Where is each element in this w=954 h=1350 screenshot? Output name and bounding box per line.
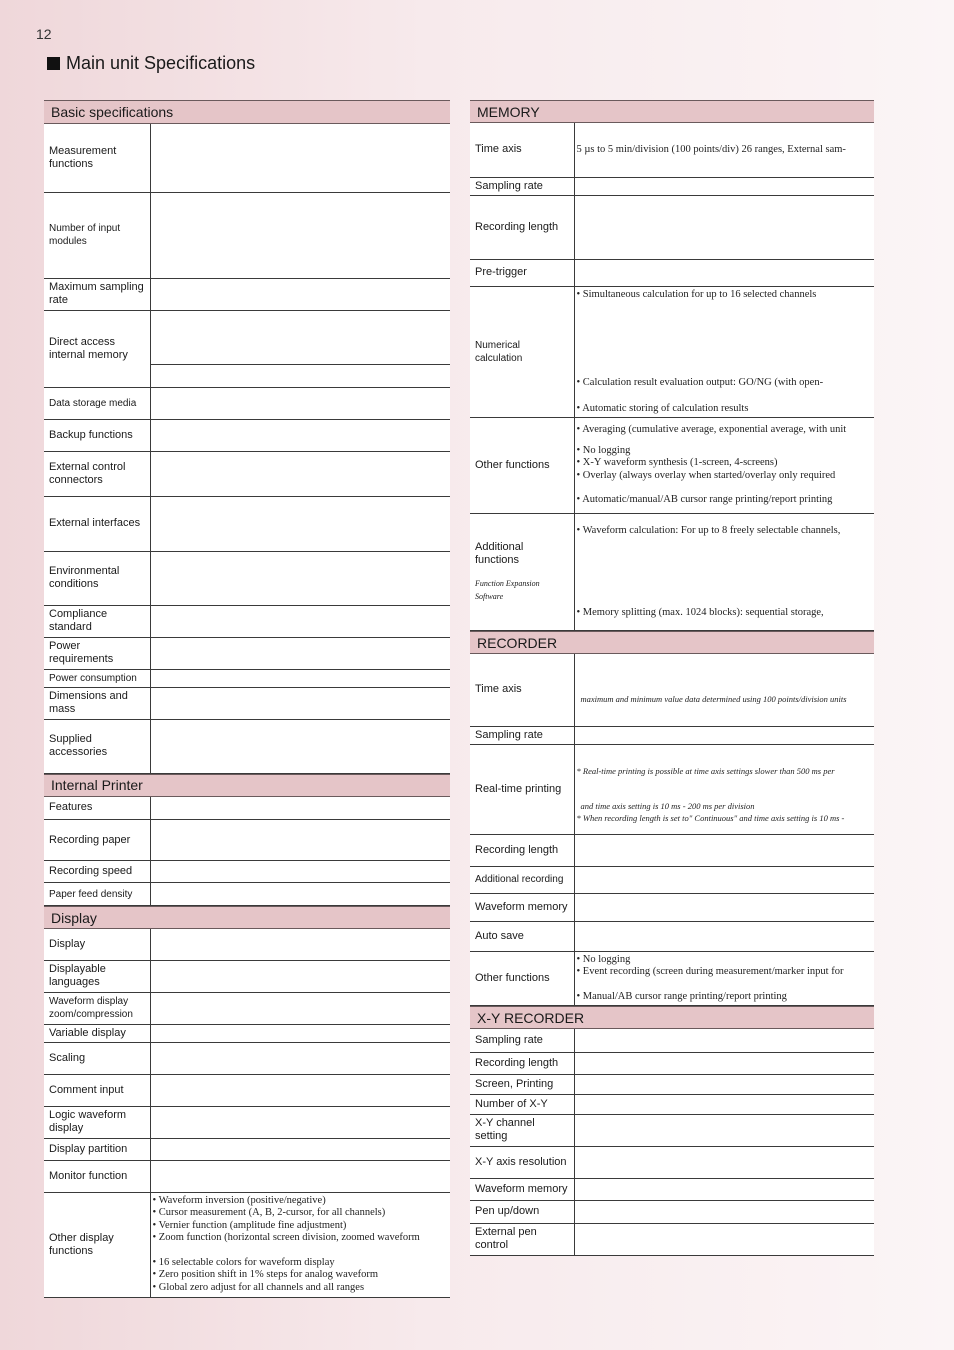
value-line: • Overlay (always overlay when started/overlay only required xyxy=(576,469,836,481)
table-row xyxy=(470,1029,874,1052)
table-row xyxy=(44,1106,450,1138)
value-line: * When recording length is set to" Continuous" and time axis setting is 10 ms - xyxy=(576,813,845,824)
section-header-memory: MEMORY xyxy=(470,100,874,123)
table-row xyxy=(470,418,874,514)
additional-functions-label: Additional functions xyxy=(475,541,524,566)
row-label: Time axis xyxy=(470,123,574,177)
table-row xyxy=(44,637,450,669)
row-label: External interfaces xyxy=(44,496,150,551)
section-header-basic: Basic specifications xyxy=(44,100,450,124)
row-label: Real-time printing xyxy=(470,744,574,834)
row-label: X-Y channel setting xyxy=(470,1114,574,1146)
table-row xyxy=(44,310,450,364)
row-label: Waveform display zoom/compression xyxy=(44,992,150,1024)
section-header-printer: Internal Printer xyxy=(44,774,450,797)
row-label: Displayable languages xyxy=(44,960,150,992)
table-row xyxy=(44,124,450,192)
table-row xyxy=(470,893,874,921)
page-title-text: Main unit Specifications xyxy=(66,53,256,73)
table-row xyxy=(470,726,874,744)
xy-recorder-spec-table xyxy=(470,1029,874,1256)
table-row xyxy=(470,1178,874,1200)
value-line: • No logging xyxy=(576,444,631,456)
table-row xyxy=(470,921,874,951)
row-label: Scaling xyxy=(44,1042,150,1074)
value-line: • Memory splitting (max. 1024 blocks): sequential storage, xyxy=(576,607,824,618)
row-label: Paper feed density xyxy=(44,883,150,906)
table-row xyxy=(470,514,874,631)
table-row xyxy=(44,820,450,861)
row-label: Comment input xyxy=(44,1074,150,1106)
row-label: Monitor function xyxy=(44,1160,150,1192)
row-label: Display partition xyxy=(44,1138,150,1160)
row-label: Compliance standard xyxy=(44,605,150,637)
row-label: Screen, Printing xyxy=(470,1074,574,1094)
value-line: • Vernier function (amplitude fine adjustment) xyxy=(152,1219,347,1231)
row-label: Number of X-Y xyxy=(470,1094,574,1114)
printer-spec-table xyxy=(44,797,450,907)
table-row xyxy=(44,1192,450,1297)
table-row xyxy=(44,992,450,1024)
table-row xyxy=(44,929,450,960)
value-line: • X-Y waveform synthesis (1-screen, 4-screens) xyxy=(576,457,778,469)
table-row xyxy=(44,883,450,906)
row-value xyxy=(574,514,874,631)
value-line: • Waveform inversion (positive/negative) xyxy=(152,1194,326,1206)
value-line: and time axis setting is 10 ms - 200 ms per division xyxy=(580,800,755,811)
value-line: • Automatic storing of calculation results xyxy=(576,402,749,414)
value-line: • Zoom function (horizontal screen division, zoomed waveform xyxy=(152,1232,420,1244)
section-header-display: Display xyxy=(44,906,450,929)
table-row xyxy=(44,719,450,773)
row-value xyxy=(574,951,874,1006)
row-label: Dimensions and mass xyxy=(44,687,150,719)
row-label: External pen control xyxy=(470,1223,574,1255)
value-line: • Automatic/manual/AB cursor range printing/report printing xyxy=(576,494,833,506)
table-row xyxy=(470,123,874,177)
table-row xyxy=(470,866,874,893)
display-spec-table xyxy=(44,929,450,1298)
row-label: Other functions xyxy=(470,418,574,514)
value-line: • Cursor measurement (A, B, 2-cursor, for all channels) xyxy=(152,1207,386,1219)
other-display-values xyxy=(150,1192,450,1297)
table-row xyxy=(44,605,450,637)
row-value: 5 µs to 5 min/division (100 points/div) 26 ranges, External sam- xyxy=(574,123,874,177)
table-row xyxy=(44,1160,450,1192)
table-row xyxy=(470,286,874,418)
row-label: Recording length xyxy=(470,834,574,866)
row-label: Pre-trigger xyxy=(470,259,574,286)
table-row xyxy=(470,177,874,195)
table-row xyxy=(470,1146,874,1178)
left-column xyxy=(44,100,450,1298)
row-label: Maximum sampling rate xyxy=(44,278,150,310)
table-row xyxy=(470,1200,874,1223)
table-row xyxy=(470,1052,874,1074)
row-label: Other functions xyxy=(470,951,574,1006)
value-line: • Global zero adjust for all channels and all ranges xyxy=(152,1281,365,1293)
row-label: Sampling rate xyxy=(470,1029,574,1052)
table-row xyxy=(44,278,450,310)
value-line: • Manual/AB cursor range printing/report printing xyxy=(576,990,787,1002)
table-row xyxy=(470,951,874,1006)
row-label: Time axis xyxy=(470,654,574,726)
recorder-spec-table xyxy=(470,654,874,1006)
row-label: Backup functions xyxy=(44,419,150,451)
table-row xyxy=(470,654,874,726)
table-row xyxy=(44,496,450,551)
row-label: External control connectors xyxy=(44,451,150,496)
row-label: Other display functions xyxy=(44,1192,150,1297)
table-row xyxy=(44,1042,450,1074)
row-label: Supplied accessories xyxy=(44,719,150,773)
row-label: Direct access internal memory xyxy=(44,310,150,387)
table-row xyxy=(44,797,450,820)
basic-spec-table xyxy=(44,124,450,774)
row-label: Measurement functions xyxy=(44,124,150,192)
row-label: Additional recording xyxy=(470,866,574,893)
row-label: Recording speed xyxy=(44,861,150,883)
table-row xyxy=(44,387,450,419)
row-label: Waveform memory xyxy=(470,893,574,921)
row-value xyxy=(574,286,874,418)
row-label: Sampling rate xyxy=(470,177,574,195)
table-row xyxy=(44,419,450,451)
row-label: Data storage media xyxy=(44,387,150,419)
value-line: • Event recording (screen during measurement/marker input for xyxy=(576,966,844,977)
table-row xyxy=(44,1074,450,1106)
row-label: Environmental conditions xyxy=(44,551,150,605)
row-label: Power consumption xyxy=(44,669,150,687)
row-label: Logic waveform display xyxy=(44,1106,150,1138)
table-row xyxy=(470,744,874,834)
table-row xyxy=(470,259,874,286)
row-label: Display xyxy=(44,929,150,960)
table-row xyxy=(44,687,450,719)
table-row xyxy=(44,551,450,605)
row-label: Variable display xyxy=(44,1024,150,1042)
table-row xyxy=(470,1114,874,1146)
page-title xyxy=(47,53,255,74)
table-row xyxy=(44,1138,450,1160)
page-number: 12 xyxy=(36,26,52,42)
value-line: * Real-time printing is possible at time axis settings slower than 500 ms per xyxy=(576,766,835,777)
value-line: • Simultaneous calculation for up to 16 selected channels xyxy=(576,288,817,300)
row-value xyxy=(574,744,874,834)
value-line: • Averaging (cumulative average, exponential average, with unit xyxy=(576,424,847,436)
row-label: Power requirements xyxy=(44,637,150,669)
row-label: Auto save xyxy=(470,921,574,951)
value-line: • No logging xyxy=(576,953,631,965)
row-label: Recording paper xyxy=(44,820,150,861)
row-label: Pen up/down xyxy=(470,1200,574,1223)
row-label: Features xyxy=(44,797,150,820)
table-row xyxy=(470,1223,874,1255)
row-label: Numerical calculation xyxy=(470,286,574,418)
value-line: • 16 selectable colors for waveform display xyxy=(152,1256,335,1268)
table-row xyxy=(470,1074,874,1094)
table-row xyxy=(44,1024,450,1042)
value-line: • Zero position shift in 1% steps for analog waveform xyxy=(152,1269,379,1281)
right-column xyxy=(470,100,874,1256)
section-header-recorder: RECORDER xyxy=(470,631,874,654)
table-row xyxy=(470,1094,874,1114)
row-label: Number of input modules xyxy=(44,192,150,278)
value-line: • Waveform calculation: For up to 8 freely selectable channels, xyxy=(576,524,841,536)
section-header-xy-recorder: X-Y RECORDER xyxy=(470,1006,874,1029)
table-row xyxy=(44,861,450,883)
row-label xyxy=(470,514,574,631)
row-label: Recording length xyxy=(470,1052,574,1074)
row-label: Recording length xyxy=(470,195,574,259)
row-value xyxy=(574,418,874,514)
row-label: Sampling rate xyxy=(470,726,574,744)
square-bullet-icon xyxy=(47,57,60,70)
memory-spec-table xyxy=(470,123,874,631)
row-label: X-Y axis resolution xyxy=(470,1146,574,1178)
table-row xyxy=(44,960,450,992)
table-row xyxy=(44,451,450,496)
row-value xyxy=(574,654,874,726)
table-row xyxy=(470,834,874,866)
value-line: • Calculation result evaluation output: GO/NG (with open- xyxy=(576,377,824,388)
function-expansion-note: Function Expansion Software xyxy=(475,579,540,601)
row-label: Waveform memory xyxy=(470,1178,574,1200)
table-row xyxy=(44,192,450,278)
table-row xyxy=(44,669,450,687)
table-row xyxy=(470,195,874,259)
value-line: maximum and minimum value data determined using 100 points/division units xyxy=(580,694,847,704)
